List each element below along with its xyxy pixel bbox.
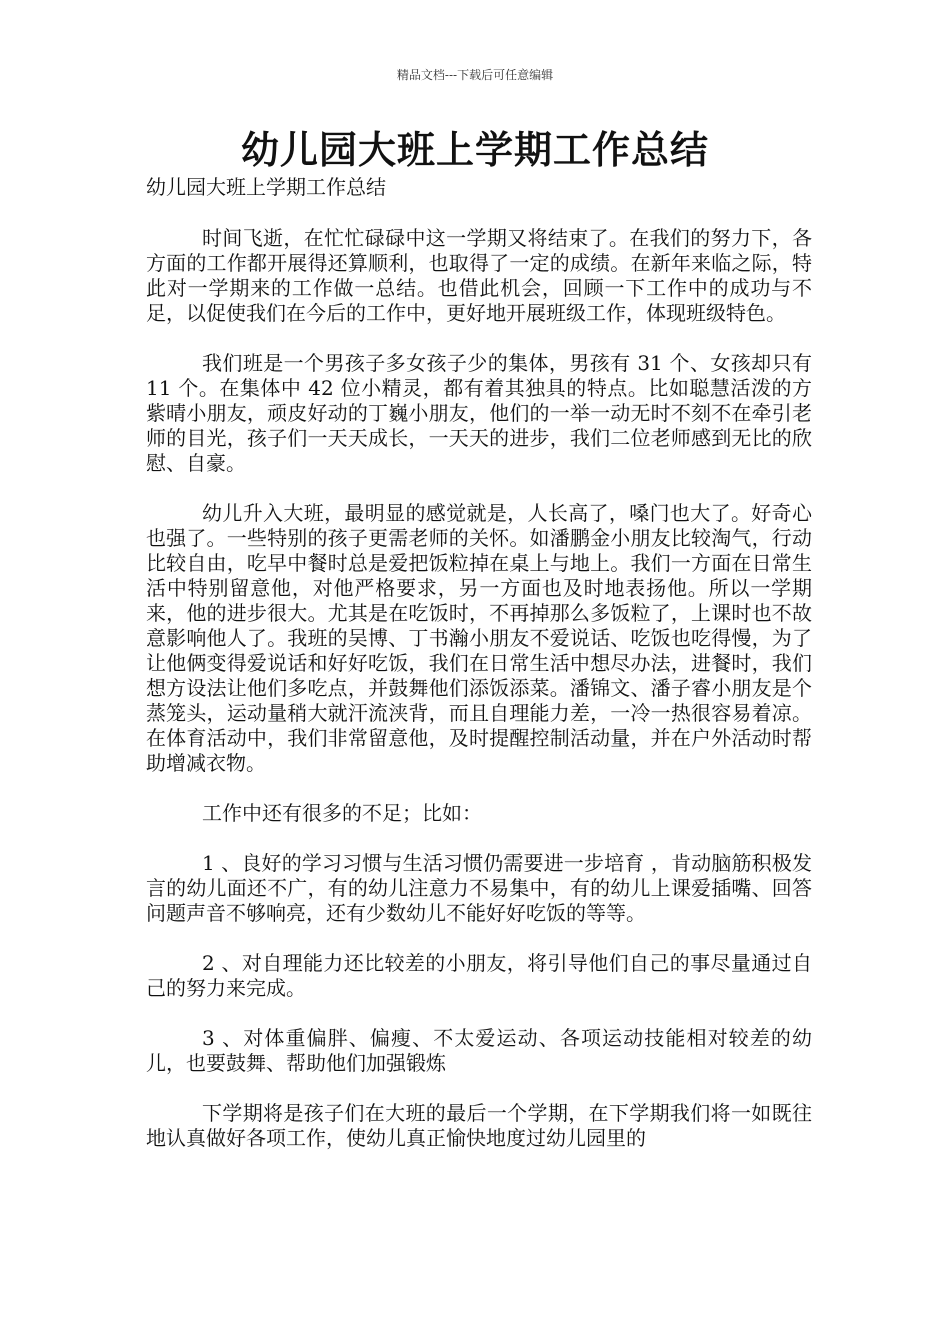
document-subtitle: 幼儿园大班上学期工作总结 — [146, 175, 386, 199]
document-title: 幼儿园大班上学期工作总结 — [240, 127, 709, 172]
paragraph-children-care: 幼儿升入大班，最明显的感觉就是，人长高了，嗓门也大了。好奇心也强了。一些特别的孩子更需老师的关怀。如潘鹏金小朋友比较淘气，行动比较自由，吃早中餐时总是爱把饭粒掉在桌上与地上。我们一方面在日常生活中特别留意他，对他严格要求，另一方面也及时地表扬他。所以一学期来，他的进步很大。尤其是在吃饭时，不再掉那么多饭粒了，上课时也不故意影响他人了。我班的吴博、丁书瀚小朋友不爱说话、吃饭也吃得慢，为了让他俩变得爱说话和好好吃饭，我们在日常生活中想尽办法，进餐时，我们想方设法让他们多吃点，并鼓舞他们添饭添菜。潘锦文、潘子睿小朋友是个蒸笼头，运动量稍大就汗流浃背，而且自理能力差，一冷一热很容易着凉。在体育活动中，我们非常留意他，及时提醒控制活动量，并在户外活动时帮助增减衣物。 — [146, 501, 812, 775]
paragraph-next-term: 下学期将是孩子们在大班的最后一个学期，在下学期我们将一如既往地认真做好各项工作，使幼儿真正愉快地度过幼儿园里的 — [146, 1101, 812, 1150]
page-header: 精品文档---下载后可任意编辑 — [396, 68, 554, 82]
paragraph-shortcoming-3: 3 、对体重偏胖、偏瘦、不太爱运动、各项运动技能相对较差的幼儿，也要鼓舞、帮助他们加强锻炼 — [146, 1026, 812, 1075]
document-body — [146, 226, 812, 1176]
paragraph-shortcoming-1: 1 、良好的学习习惯与生活习惯仍需要进一步培育 ，肯动脑筋积极发言的幼儿面还不广，有的幼儿注意力不易集中，有的幼儿上课爱插嘴、回答问题声音不够响亮，还有少数幼儿不能好好吃饭的等等。 — [146, 851, 812, 925]
paragraph-shortcoming-2: 2 、对自理能力还比较差的小朋友，将引导他们自己的事尽量通过自己的努力来完成。 — [146, 951, 812, 1000]
paragraph-intro: 时间飞逝，在忙忙碌碌中这一学期又将结束了。在我们的努力下，各方面的工作都开展得还算顺利，也取得了一定的成绩。在新年来临之际，特此对一学期来的工作做一总结。也借此机会，回顾一下工作中的成功与不足，以促使我们在今后的工作中，更好地开展班级工作，体现班级特色。 — [146, 226, 812, 325]
paragraph-shortcomings-intro: 工作中还有很多的不足；比如： — [202, 801, 482, 825]
paragraph-class-overview: 我们班是一个男孩子多女孩子少的集体，男孩有 31 个、女孩却只有 11 个。在集体中 42 位小精灵，都有着其独具的特点。比如聪慧活泼的方紫晴小朋友，顽皮好动的丁巍小朋友，他们的一举一动无时不刻不在牵引老师的目光，孩子们一天天成长，一天天的进步，我们二位老师感到无比的欣慰、自豪。 — [146, 351, 812, 475]
